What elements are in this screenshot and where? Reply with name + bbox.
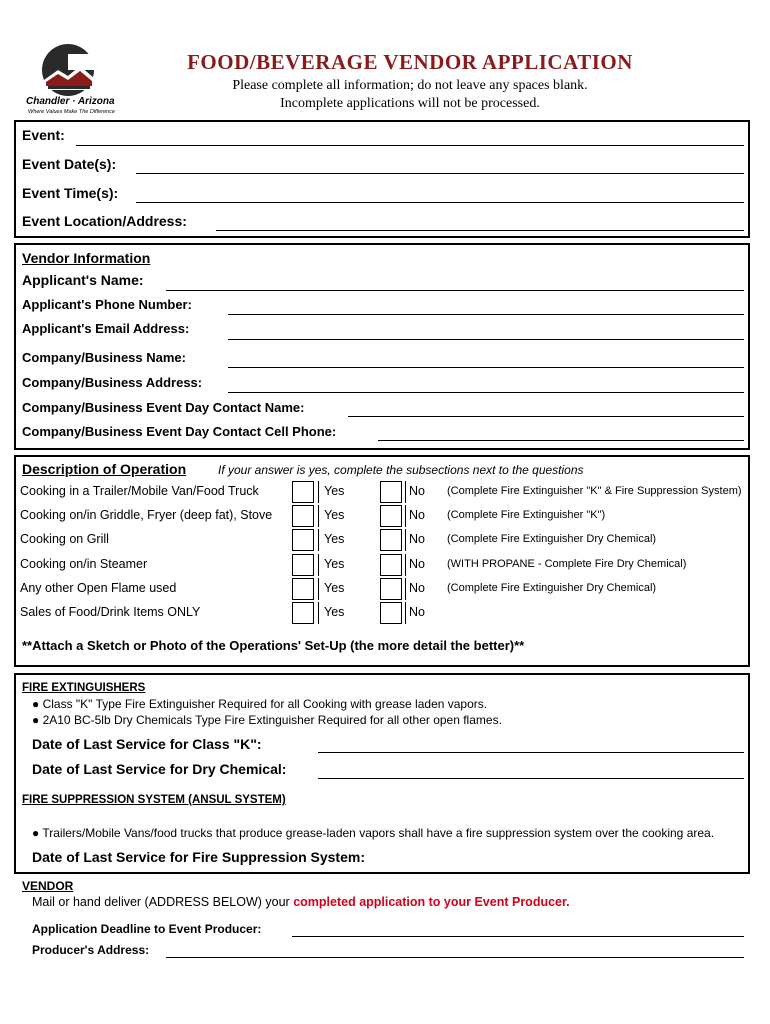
yes-checkbox[interactable]: [292, 554, 314, 576]
phone-label: Applicant's Phone Number:: [22, 297, 192, 312]
checkbox-divider: [405, 602, 406, 624]
suppression-heading: FIRE SUPPRESSION SYSTEM (ANSUL SYSTEM): [22, 794, 286, 806]
operation-hint: If your answer is yes, complete the subsections next to the questions: [218, 463, 584, 477]
suppression-date-label: Date of Last Service for Fire Suppression System:: [32, 849, 365, 865]
event-location-field[interactable]: [216, 230, 744, 231]
no-label: No: [409, 532, 425, 546]
applicant-name-field[interactable]: [166, 290, 744, 291]
no-label: No: [409, 605, 425, 619]
attach-note: **Attach a Sketch or Photo of the Operations' Set-Up (the more detail the better)**: [22, 638, 525, 653]
no-checkbox[interactable]: [380, 578, 402, 600]
logo-tagline: Where Values Make The Difference: [28, 109, 115, 115]
checkbox-divider: [318, 602, 319, 624]
company-name-label: Company/Business Name:: [22, 350, 186, 365]
submit-heading: VENDOR: [22, 879, 74, 893]
company-address-field[interactable]: [228, 392, 744, 393]
checkbox-divider: [318, 529, 319, 551]
applicant-name-label: Applicant's Name:: [22, 272, 144, 288]
company-address-label: Company/Business Address:: [22, 375, 203, 390]
no-checkbox[interactable]: [380, 554, 402, 576]
checkbox-divider: [318, 578, 319, 600]
deadline-field[interactable]: [292, 936, 744, 937]
vendor-heading: Vendor Information: [22, 250, 151, 266]
operation-requirement-note: (Complete Fire Extinguisher "K"): [447, 509, 606, 521]
yes-checkbox[interactable]: [292, 529, 314, 551]
no-checkbox[interactable]: [380, 529, 402, 551]
logo-name: Chandler · Arizona: [26, 96, 115, 107]
yes-label: Yes: [324, 508, 345, 522]
event-times-label: Event Time(s):: [22, 185, 119, 201]
operation-requirement-note: (Complete Fire Extinguisher Dry Chemical): [447, 582, 657, 594]
producer-address-field[interactable]: [166, 957, 744, 958]
checkbox-divider: [405, 505, 406, 527]
event-dates-field[interactable]: [136, 173, 744, 174]
operation-question: Any other Open Flame used: [20, 581, 177, 595]
submit-instructions: [32, 895, 570, 909]
checkbox-divider: [405, 578, 406, 600]
yes-label: Yes: [324, 605, 345, 619]
dry-chem-date-field[interactable]: [318, 778, 744, 779]
email-field[interactable]: [228, 339, 744, 340]
yes-label: Yes: [324, 581, 345, 595]
fire-heading: FIRE EXTINGUISHERS: [22, 682, 146, 694]
suppression-bullet: ● Trailers/Mobile Vans/food trucks that produce grease-laden vapors shall have a fire suppression system over the cooking area.: [32, 826, 715, 840]
phone-field[interactable]: [228, 314, 744, 315]
no-checkbox[interactable]: [380, 602, 402, 624]
operation-requirement-note: (Complete Fire Extinguisher Dry Chemical): [447, 533, 657, 545]
instruction-line-2: Incomplete applications will not be processed.: [280, 96, 540, 111]
yes-label: Yes: [324, 532, 345, 546]
event-label: Event:: [22, 127, 65, 143]
operation-question: Cooking on/in Griddle, Fryer (deep fat), Stove: [20, 508, 273, 522]
page-title: FOOD/BEVERAGE VENDOR APPLICATION: [187, 50, 633, 74]
class-k-date-label: Date of Last Service for Class "K":: [32, 736, 262, 752]
submit-text: Mail or hand deliver (ADDRESS BELOW) your: [32, 895, 294, 909]
checkbox-divider: [405, 554, 406, 576]
checkbox-divider: [318, 505, 319, 527]
operation-requirement-note: (WITH PROPANE - Complete Fire Dry Chemical): [447, 558, 687, 570]
contact-name-label: Company/Business Event Day Contact Name:: [22, 400, 305, 415]
yes-checkbox[interactable]: [292, 505, 314, 527]
yes-checkbox[interactable]: [292, 602, 314, 624]
contact-name-field[interactable]: [348, 416, 744, 417]
no-checkbox[interactable]: [380, 481, 402, 503]
yes-label: Yes: [324, 557, 345, 571]
yes-checkbox[interactable]: [292, 481, 314, 503]
no-label: No: [409, 508, 425, 522]
operation-question: Cooking on/in Steamer: [20, 557, 148, 571]
operation-question: Cooking in a Trailer/Mobile Van/Food Truck: [20, 484, 259, 498]
email-label: Applicant's Email Address:: [22, 321, 190, 336]
submit-text-highlight: completed application to your Event Producer.: [293, 895, 570, 909]
event-location-label: Event Location/Address:: [22, 213, 187, 229]
event-field[interactable]: [76, 145, 744, 146]
no-label: No: [409, 484, 425, 498]
no-label: No: [409, 557, 425, 571]
operation-question: Sales of Food/Drink Items ONLY: [20, 605, 201, 619]
fire-bullet-k: ● Class "K" Type Fire Extinguisher Required for all Cooking with grease laden vapors.: [32, 697, 488, 711]
operation-requirement-note: (Complete Fire Extinguisher "K" & Fire Suppression System): [447, 485, 742, 497]
checkbox-divider: [318, 481, 319, 503]
yes-label: Yes: [324, 484, 345, 498]
checkbox-divider: [405, 481, 406, 503]
contact-phone-field[interactable]: [378, 440, 744, 441]
company-name-field[interactable]: [228, 367, 744, 368]
instruction-line-1: Please complete all information; do not leave any spaces blank.: [232, 78, 588, 93]
class-k-date-field[interactable]: [318, 752, 744, 753]
no-checkbox[interactable]: [380, 505, 402, 527]
yes-checkbox[interactable]: [292, 578, 314, 600]
contact-phone-label: Company/Business Event Day Contact Cell Phone:: [22, 424, 337, 439]
checkbox-divider: [318, 554, 319, 576]
event-dates-label: Event Date(s):: [22, 156, 117, 172]
producer-address-label: Producer's Address:: [32, 943, 150, 957]
dry-chem-date-label: Date of Last Service for Dry Chemical:: [32, 761, 287, 777]
checkbox-divider: [405, 529, 406, 551]
operation-heading: Description of Operation: [22, 461, 187, 477]
deadline-label: Application Deadline to Event Producer:: [32, 922, 262, 936]
fire-bullet-dry: ● 2A10 BC-5lb Dry Chemicals Type Fire Extinguisher Required for all other open flames.: [32, 713, 502, 727]
operation-question: Cooking on Grill: [20, 532, 109, 546]
no-label: No: [409, 581, 425, 595]
event-times-field[interactable]: [136, 202, 744, 203]
